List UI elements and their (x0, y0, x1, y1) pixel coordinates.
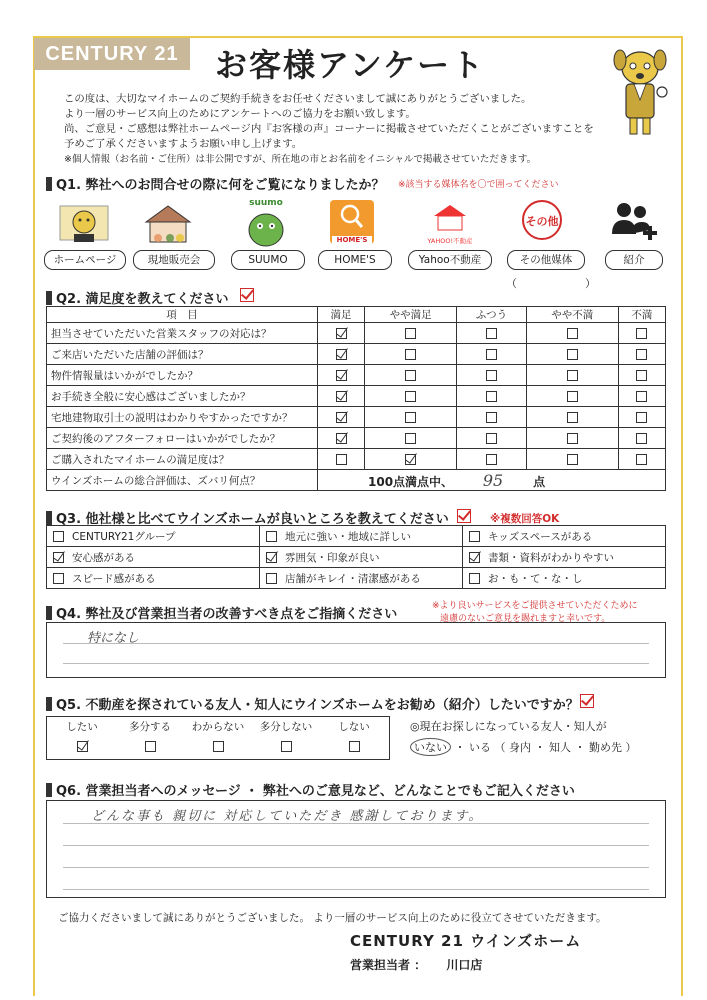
friend-detail: （ 身内 ・ 知人 ・ 勤め先 ） (494, 741, 637, 754)
recommend-checkbox[interactable] (349, 741, 360, 752)
rating-checkbox[interactable] (336, 349, 347, 360)
q2-heading: Q2. 満足度を教えてください (46, 288, 229, 307)
rating-checkbox[interactable] (405, 391, 416, 402)
strength-option[interactable] (463, 568, 666, 589)
privacy-note: ※個人情報（お名前・ご住所）は非公開ですが、所在地の市とお名前をイニシャルで掲載させていただきます。 (64, 154, 537, 165)
table-row (47, 344, 666, 365)
intro-line: 予めご了承くださいますようお願い申し上げます。 (64, 138, 303, 150)
media-open-house[interactable]: 現地販売会 (133, 250, 215, 270)
rating-checkbox[interactable] (636, 391, 647, 402)
rating-checkbox[interactable] (636, 349, 647, 360)
q3-note: ※複数回答OK (490, 513, 560, 525)
column-header-rating: 不満 (618, 307, 665, 323)
rating-checkbox[interactable] (405, 328, 416, 339)
q3-heading: Q3. 他社様と比べてウインズホームが良いところを教えてください (46, 508, 449, 527)
table-row (47, 568, 666, 589)
strength-option[interactable] (260, 526, 463, 547)
friend-question: ◎現在お探しになっている友人・知人が (410, 720, 607, 733)
strength-label: 安心感がある (72, 551, 135, 564)
q4-answer-box[interactable] (46, 622, 666, 678)
strength-label: お・も・て・な・し (488, 572, 583, 585)
strength-option[interactable] (463, 547, 666, 568)
open-house-icon (138, 200, 198, 248)
media-homepage[interactable]: ホームページ (44, 250, 126, 270)
strength-label: CENTURY21グループ (72, 530, 176, 543)
rating-checkbox[interactable] (405, 454, 416, 465)
recommend-option[interactable] (253, 719, 319, 734)
q6-heading: Q6. 営業担当者へのメッセージ ・ 弊社へのご意見など、どんなことでもご記入ください (46, 780, 575, 799)
rating-checkbox[interactable] (486, 412, 497, 423)
strength-label: 雰囲気・印象が良い (285, 551, 380, 564)
rating-checkbox[interactable] (336, 412, 347, 423)
strength-option[interactable] (47, 547, 260, 568)
q4-note-2: 遠慮のないご意見を賜れますと幸いです。 (440, 614, 611, 624)
score-question: ウインズホームの総合評価は、ズバリ何点？ (47, 470, 318, 491)
rating-checkbox[interactable] (636, 433, 647, 444)
strength-checkbox[interactable] (266, 573, 277, 584)
question-item: ご契約後のアフターフォローはいかがでしたか？ (47, 428, 318, 449)
recommend-checkbox[interactable] (213, 741, 224, 752)
footer-thanks: ご協力くださいまして誠にありがとうございました。 より一層のサービス向上のために役立てさせていただきます。 (58, 912, 607, 924)
rating-checkbox[interactable] (336, 433, 347, 444)
score-row (47, 470, 666, 491)
strength-option[interactable] (260, 547, 463, 568)
rating-checkbox[interactable] (336, 454, 347, 465)
intro-line: この度は、大切なマイホームのご契約手続きをお任せくださいまして誠にありがとうございました。 (64, 93, 532, 105)
staff-value: 川口店 (446, 958, 483, 972)
table-row (47, 526, 666, 547)
friend-yes-option[interactable]: いる (469, 741, 491, 754)
question-item: ご購入されたマイホームの満足度は？ (47, 449, 318, 470)
intro-line: より一層のサービス向上のためにアンケートへのご協力をお願い致します。 (64, 108, 416, 120)
suumo-icon: suumo (236, 198, 296, 248)
table-row (47, 428, 666, 449)
rating-checkbox[interactable] (405, 349, 416, 360)
satisfaction-table (46, 306, 666, 491)
strength-checkbox[interactable] (469, 552, 480, 563)
strength-label: スピード感がある (72, 572, 156, 585)
strength-option[interactable] (463, 526, 666, 547)
media-suumo[interactable]: SUUMO (231, 250, 305, 270)
rating-checkbox[interactable] (567, 328, 578, 339)
q6-answer-box[interactable] (46, 800, 666, 898)
question-item: ご来店いただいた店舗の評価は？ (47, 344, 318, 365)
strength-option[interactable] (47, 568, 260, 589)
recommend-option[interactable] (117, 719, 183, 734)
q4-heading: Q4. 弊社及び営業担当者の改善すべき点をご指摘ください (46, 603, 397, 622)
intro-line: 尚、ご意見・ご感想は弊社ホームページ内『お客様の声』コーナーに掲載させていただくことがございますことを (64, 123, 594, 135)
rating-checkbox[interactable] (636, 370, 647, 381)
rating-checkbox[interactable] (486, 328, 497, 339)
score-value: 95 (482, 470, 504, 490)
table-row (47, 386, 666, 407)
rating-checkbox[interactable] (567, 349, 578, 360)
rating-checkbox[interactable] (405, 412, 416, 423)
rating-checkbox[interactable] (486, 391, 497, 402)
q5-heading: Q5. 不動産を探されている友人・知人にウインズホームをお勧め（紹介）したいですか？ (46, 694, 579, 713)
friend-answer: いない ・ いる （ 身内 ・ 知人 ・ 勤め先 ） (410, 738, 636, 756)
score-cell[interactable] (318, 470, 666, 491)
recommend-label: 多分する (129, 721, 171, 733)
strength-option[interactable] (47, 526, 260, 547)
media-yahoo[interactable]: Yahoo不動産 (408, 250, 492, 270)
intro-text (64, 92, 604, 167)
question-item: 担当させていただいた営業スタッフの対応は？ (47, 323, 318, 344)
recommend-option[interactable] (185, 719, 251, 734)
media-other[interactable]: その他媒体 (507, 250, 585, 270)
century21-logo: CENTURY 21 (34, 38, 190, 70)
rating-checkbox[interactable] (336, 391, 347, 402)
table-row (47, 365, 666, 386)
q3-red-check-icon (457, 509, 471, 523)
q2-red-check-icon (240, 288, 254, 302)
page-title: お客様アンケート (215, 46, 486, 84)
rating-checkbox[interactable] (567, 391, 578, 402)
question-item: 物件情報量はいかがでしたか？ (47, 365, 318, 386)
recommend-option[interactable] (49, 719, 115, 734)
table-row (47, 407, 666, 428)
column-header-rating: 満足 (318, 307, 365, 323)
strength-label: 書類・資料がわかりやすい (488, 551, 614, 564)
rating-checkbox[interactable] (636, 328, 647, 339)
rating-checkbox[interactable] (567, 433, 578, 444)
other-media-paren-close: ） (585, 277, 596, 290)
table-row (47, 323, 666, 344)
staff-line (350, 956, 482, 973)
yahoo-realestate-icon: YAHOO!不動産 (420, 202, 480, 246)
rating-checkbox[interactable] (486, 433, 497, 444)
question-item: 宅地建物取引士の説明はわかりやすかったですか？ (47, 407, 318, 428)
strength-checkbox[interactable] (53, 531, 64, 542)
rating-checkbox[interactable] (567, 370, 578, 381)
strength-checkbox[interactable] (53, 573, 64, 584)
q6-answer-text: どんな事も 親切に 対応していただき 感謝しております。 (91, 809, 484, 824)
q4-answer-text: 特になし (87, 631, 140, 646)
footer-brand: CENTURY 21 ウインズホーム (350, 932, 582, 950)
rating-checkbox[interactable] (405, 433, 416, 444)
recommend-label: しない (338, 721, 370, 733)
rating-checkbox[interactable] (405, 370, 416, 381)
score-prefix: 100点満点中、 (368, 474, 454, 489)
score-suffix: 点 (533, 474, 546, 489)
recommend-label: したい (66, 721, 98, 733)
recommend-checkbox[interactable] (145, 741, 156, 752)
media-referral[interactable]: 紹介 (605, 250, 663, 270)
column-header-rating: ふつう (457, 307, 527, 323)
referral-icon (604, 198, 664, 246)
rating-checkbox[interactable] (486, 349, 497, 360)
strength-option[interactable] (260, 568, 463, 589)
rating-checkbox[interactable] (567, 412, 578, 423)
strength-label: 地元に強い・地域に詳しい (285, 530, 411, 543)
recommend-checkbox[interactable] (281, 741, 292, 752)
strength-checkbox[interactable] (266, 552, 277, 563)
recommend-options (46, 716, 390, 760)
strength-checkbox[interactable] (266, 531, 277, 542)
rating-checkbox[interactable] (636, 454, 647, 465)
other-media-icon: その他 (522, 200, 562, 240)
rating-checkbox[interactable] (486, 454, 497, 465)
column-header-item: 項 目 (47, 307, 318, 323)
q5-red-check-icon (580, 694, 594, 708)
question-item: お手続き全般に安心感はございましたか？ (47, 386, 318, 407)
recommend-label: わからない (191, 721, 245, 733)
strength-label: 店舗がキレイ・清潔感がある (285, 572, 421, 585)
recommend-label: 多分しない (259, 721, 313, 733)
recommend-option[interactable] (321, 719, 387, 734)
strength-checkbox[interactable] (53, 552, 64, 563)
dog-mascot-icon (610, 46, 670, 138)
strength-checkbox[interactable] (469, 531, 480, 542)
homes-icon: HOME'S (330, 200, 374, 244)
other-media-paren-open: （ (506, 277, 517, 290)
rating-checkbox[interactable] (336, 328, 347, 339)
q1-heading: Q1. 弊社へのお問合せの際に何をご覧になりましたか？ (46, 174, 385, 193)
q1-note: ※該当する媒体名を〇で囲ってください (398, 180, 559, 190)
rating-checkbox[interactable] (336, 370, 347, 381)
recommend-checkbox[interactable] (77, 741, 88, 752)
friend-no-option[interactable]: いない (410, 738, 451, 756)
column-header-rating: やや満足 (365, 307, 457, 323)
rating-checkbox[interactable] (636, 412, 647, 423)
strength-label: キッズスペースがある (488, 530, 593, 543)
column-header-rating: やや不満 (526, 307, 618, 323)
strength-checkbox[interactable] (469, 573, 480, 584)
media-homes[interactable]: HOME'S (318, 250, 392, 270)
strengths-table (46, 525, 666, 589)
table-row (47, 449, 666, 470)
rating-checkbox[interactable] (486, 370, 497, 381)
rating-checkbox[interactable] (567, 454, 578, 465)
staff-label: 営業担当者 ： (350, 958, 427, 972)
homepage-icon (54, 200, 114, 248)
table-row (47, 547, 666, 568)
q4-note-1: ※より良いサービスをご提供させていただくために (432, 601, 638, 611)
